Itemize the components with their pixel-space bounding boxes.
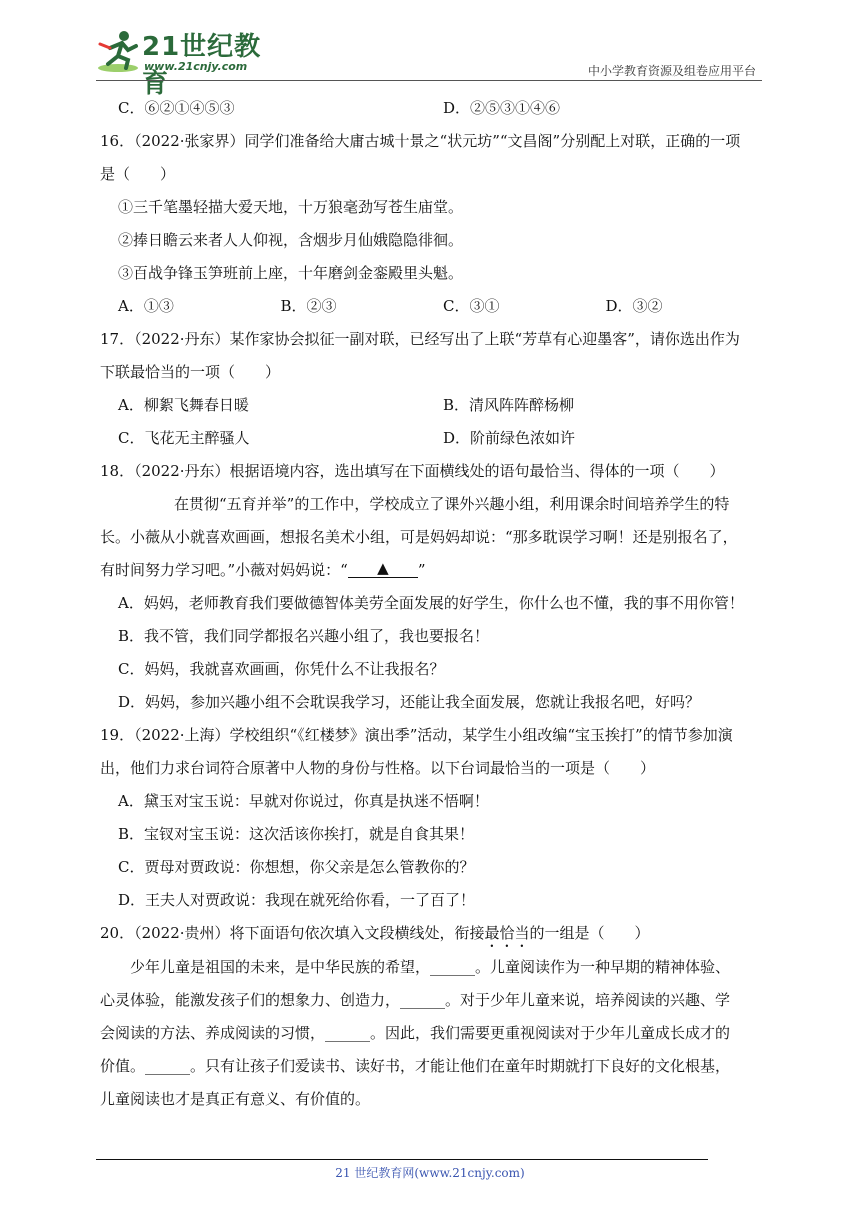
q15-options [100, 92, 768, 125]
page-header [0, 0, 860, 99]
q20-passage-line1: 少年儿童是祖国的未来，是中华民族的希望，______。儿童阅读作为一种早期的精神体验、 [130, 958, 731, 976]
q18-option-c: C．妈妈，我就喜欢画画，你凭什么不让我报名？ [118, 660, 445, 678]
question-17 [100, 323, 768, 455]
q19-stem-line1: 19．（2022·上海）学校组织“《红楼梦》演出季”活动，某学生小组改编“宝玉挨打”的情节参加演 [100, 726, 733, 744]
q18-answer-blank: ▲ [348, 559, 418, 578]
q17-option-c: C．飞花无主醉骚人 [118, 429, 250, 447]
q15-option-d: D．②⑤③①④⑥ [443, 99, 561, 117]
question-16 [100, 125, 768, 323]
q16-options [100, 290, 768, 323]
q18-stem: 18．（2022·丹东）根据语境内容，选出填写在下面横线处的语句最恰当、得体的一项（ ） [100, 462, 725, 480]
page-footer[interactable]: 21 世纪教育网(www.21cnjy.com) [335, 1166, 525, 1180]
q20-stem-emphasis: 最恰当 [484, 924, 530, 942]
site-logo[interactable] [92, 22, 267, 99]
q18-option-b: B．我不管，我们同学都报名兴趣小组了，我也要报名！ [118, 627, 490, 645]
q17-option-b: B．清风阵阵醉杨柳 [443, 396, 575, 414]
question-20 [100, 917, 768, 1116]
question-18 [100, 455, 768, 719]
q16-item-3: ③百战争锋玉笋班前上座，十年磨剑金銮殿里头魁。 [118, 264, 464, 282]
q17-option-a: A．柳絮飞舞春日暖 [118, 396, 249, 414]
q17-stem-line1: 17．（2022·丹东）某作家协会拟征一副对联，已经写出了上联“芳草有心迎墨客”，请你选出作为 [100, 330, 740, 348]
footer-divider [96, 1159, 708, 1160]
q16-option-c: C．③① [443, 297, 500, 315]
logo-url: www.21cnjy.com [144, 60, 248, 73]
q18-passage-line3 [100, 554, 768, 587]
q20-passage-line3: 会阅读的方法、养成阅读的习惯，______。因此，我们需要更重视阅读对于少年儿童成长成才的 [100, 1024, 731, 1042]
q18-passage-post: ” [417, 561, 426, 579]
runner-logo-icon [96, 28, 142, 74]
q20-passage-line2: 心灵体验，能激发孩子们的想象力、创造力，______。对于少年儿童来说，培养阅读的兴趣、学 [100, 991, 731, 1009]
question-content [100, 92, 768, 1116]
q17-stem-line2: 下联最恰当的一项（ ） [100, 363, 281, 381]
q16-option-a: A．①③ [118, 297, 174, 315]
q16-stem-line2: 是（ ） [100, 165, 176, 183]
q15-option-c: C．⑥②①④⑤③ [118, 99, 235, 117]
q20-passage-line5: 儿童阅读也才是真正有意义、有价值的。 [100, 1090, 371, 1108]
q20-stem-pre: 20．（2022·贵州）将下面语句依次填入文段横线处，衔接 [100, 924, 485, 942]
q17-option-d: D．阶前绿色浓如许 [443, 429, 576, 447]
q17-options-cd [100, 422, 768, 455]
q16-item-1: ①三千笔墨轻描大爱天地，十万狼毫劲写苍生庙堂。 [118, 198, 464, 216]
q18-option-d: D．妈妈，参加兴趣小组不会耽误我学习，还能让我全面发展，您就让我报名吧，好吗？ [118, 693, 701, 711]
q18-passage-pre: 有时间努力学习吧。”小薇对妈妈说：“ [100, 561, 348, 579]
q18-passage-line2: 长。小薇从小就喜欢画画，想报名美术小组，可是妈妈却说：“那多耽误学习啊！还是别报名了， [100, 528, 738, 546]
q19-stem-line2: 出，他们力求台词符合原著中人物的身份与性格。以下台词最恰当的一项是（ ） [100, 759, 656, 777]
q20-stem [100, 917, 768, 951]
q17-options-ab [100, 389, 768, 422]
q20-stem-post: 的一组是（ ） [529, 924, 650, 942]
logo-text: 21世纪教育 [142, 32, 262, 99]
q16-item-2: ②捧日瞻云来者人人仰视，含烟步月仙娥隐隐徘徊。 [118, 231, 464, 249]
header-divider [96, 80, 762, 81]
q19-option-c: C．贾母对贾政说：你想想，你父亲是怎么管教你的？ [118, 858, 475, 876]
q16-option-b: B．②③ [280, 297, 337, 315]
q19-option-a: A．黛玉对宝玉说：早就对你说过，你真是执迷不悟啊！ [118, 792, 489, 810]
q18-passage-line1: 在贯彻“五育并举”的工作中，学校成立了课外兴趣小组，利用课余时间培养学生的特 [174, 495, 730, 513]
q19-option-b: B．宝钗对宝玉说：这次活该你挨打，就是自食其果！ [118, 825, 475, 843]
q18-option-a: A．妈妈，老师教育我们要做德智体美劳全面发展的好学生，你什么也不懂，我的事不用你管！ [118, 594, 744, 612]
platform-title: 中小学教育资源及组卷应用平台 [587, 64, 756, 78]
q20-passage-line4: 价值。______。只有让孩子们爱读书、读好书，才能让他们在童年时期就打下良好的文化根基， [100, 1057, 731, 1075]
q16-stem-line1: 16．（2022·张家界）同学们准备给大庸古城十景之“状元坊”“文昌阁”分别配上对联，正确的一项 [100, 132, 741, 150]
q16-option-d: D．③② [605, 297, 663, 315]
question-19 [100, 719, 768, 917]
q19-option-d: D．王夫人对贾政说：我现在就死给你看，一了百了！ [118, 891, 476, 909]
